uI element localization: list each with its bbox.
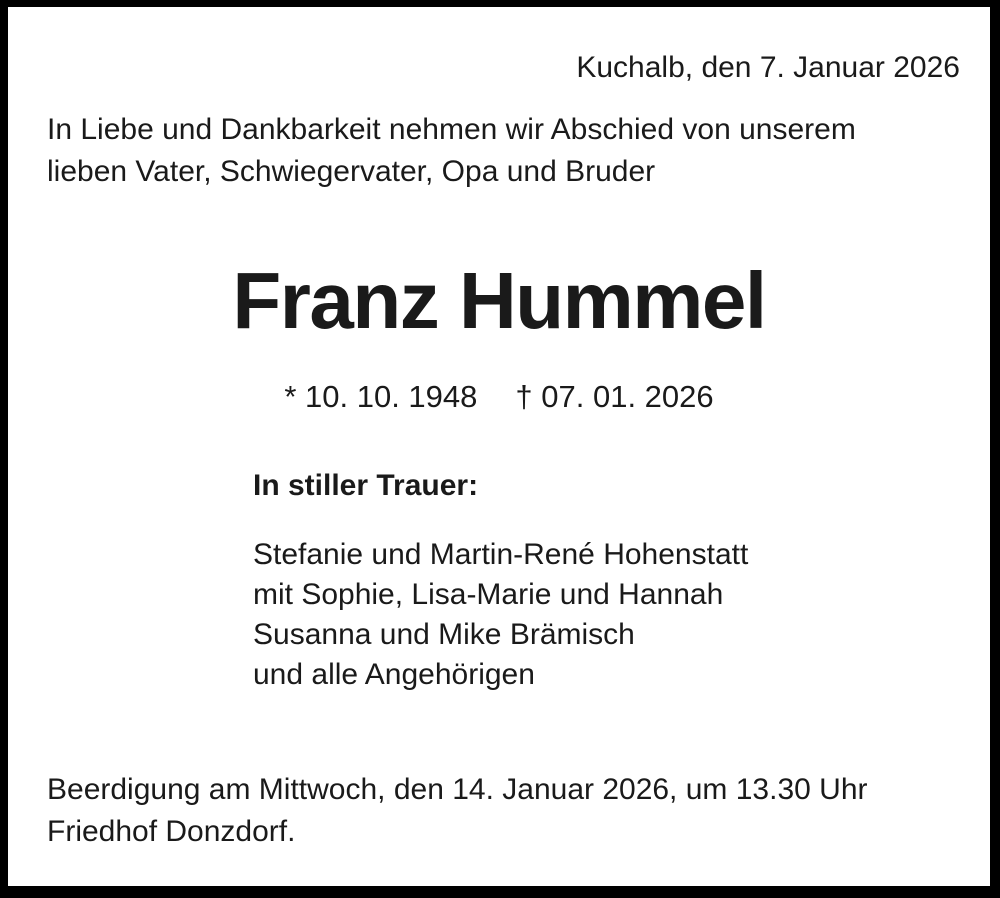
intro-line-2: lieben Vater, Schwiegervater, Opa und Bruder bbox=[47, 155, 656, 188]
mourner-line: Susanna und Mike Brämisch bbox=[253, 618, 635, 651]
mourner-line: und alle Angehörigen bbox=[253, 658, 535, 691]
mourners-list bbox=[253, 535, 748, 695]
intro-line-1: In Liebe und Dankbarkeit nehmen wir Abschied von unserem bbox=[47, 113, 856, 146]
place-and-date-line: Kuchalb, den 7. Januar 2026 bbox=[576, 51, 960, 84]
mourning-heading: In stiller Trauer: bbox=[253, 469, 479, 502]
mourner-line: mit Sophie, Lisa-Marie und Hannah bbox=[253, 578, 724, 611]
funeral-line-1: Beerdigung am Mittwoch, den 14. Januar 2026, um 13.30 Uhr bbox=[47, 773, 868, 806]
funeral-info bbox=[47, 769, 868, 853]
mourner-line: Stefanie und Martin-René Hohenstatt bbox=[253, 538, 749, 571]
death-date: † 07. 01. 2026 bbox=[515, 379, 714, 414]
funeral-line-2: Friedhof Donzdorf. bbox=[47, 815, 296, 848]
life-dates bbox=[8, 379, 990, 415]
deceased-name: Franz Hummel bbox=[232, 256, 766, 345]
intro-paragraph bbox=[47, 109, 856, 193]
birth-date: * 10. 10. 1948 bbox=[284, 379, 478, 414]
